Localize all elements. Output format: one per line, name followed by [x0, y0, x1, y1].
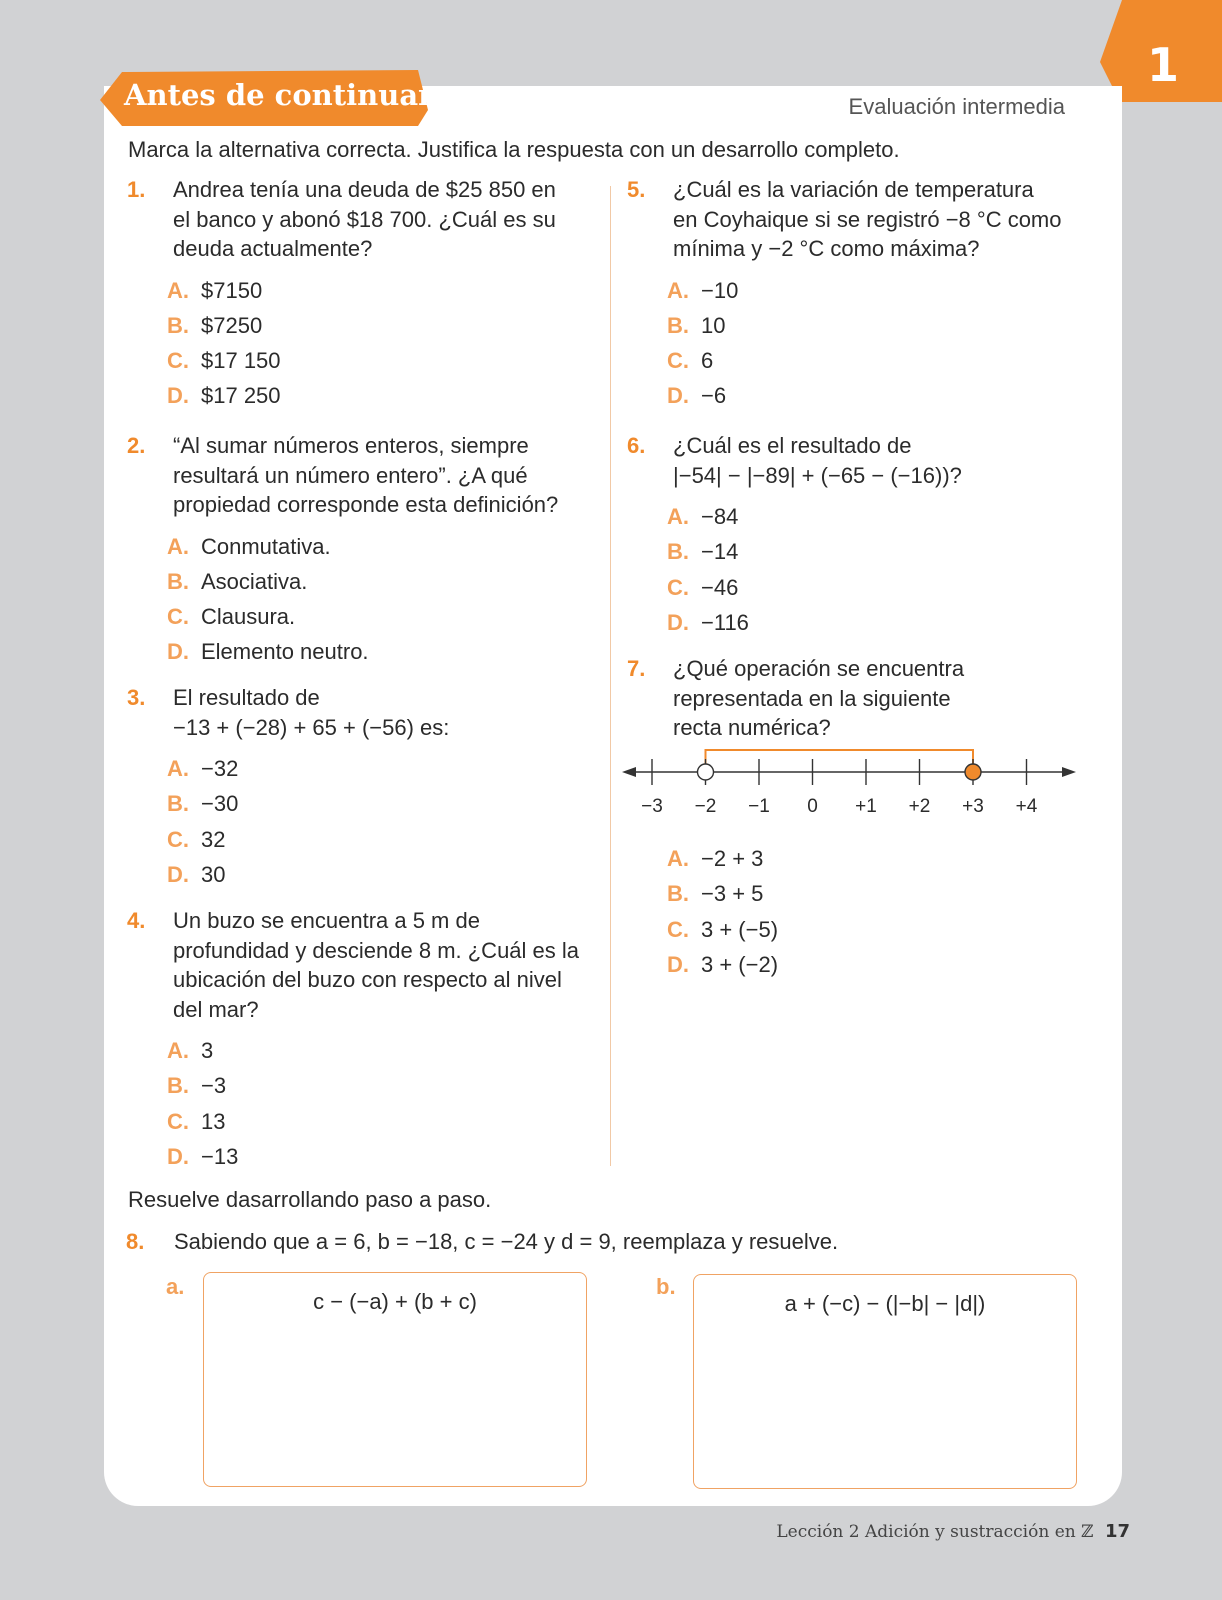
option-text: Elemento neutro.	[201, 639, 369, 665]
question-number: 4.	[127, 908, 146, 933]
option-text: 3 + (−5)	[701, 916, 779, 942]
option-text: Asociativa.	[201, 568, 308, 594]
question-text	[173, 683, 449, 742]
option-text: 10	[701, 312, 726, 338]
question-number: 3.	[127, 685, 146, 710]
option-b[interactable]	[167, 786, 449, 821]
option-text: −3	[201, 1073, 227, 1099]
question-3	[127, 683, 449, 892]
option-text: 6	[701, 348, 714, 374]
option-text: $17 150	[201, 348, 281, 374]
option-letter: A.	[167, 533, 189, 559]
option-d[interactable]	[167, 634, 558, 669]
option-letter: A.	[167, 756, 189, 781]
option-text: −30	[201, 791, 239, 817]
options-list	[167, 751, 449, 892]
expression-b: a + (−c) − (|−b| − |d|)	[784, 1291, 986, 1316]
tick-label: +4	[1015, 796, 1038, 817]
option-b[interactable]	[667, 534, 962, 569]
option-letter: D.	[667, 383, 689, 409]
left-arrow-icon	[622, 767, 636, 777]
options-list	[667, 273, 1062, 414]
option-text: −10	[701, 277, 739, 303]
option-c[interactable]	[167, 1104, 579, 1139]
question-line: resultará un número entero”. ¿A qué	[173, 462, 528, 488]
question-line: |−54| − |−89| + (−65 − (−16))?	[673, 462, 962, 488]
option-c[interactable]	[667, 570, 962, 605]
option-c[interactable]	[167, 343, 556, 378]
question-2	[127, 431, 558, 670]
option-text: Clausura.	[201, 604, 296, 630]
option-text: $7250	[201, 312, 263, 338]
right-arrow-icon	[1062, 767, 1076, 777]
question-8-number: 8.	[126, 1229, 145, 1254]
option-letter: B.	[667, 312, 689, 338]
question-line: propiedad corresponde esta definición?	[173, 492, 559, 517]
option-d[interactable]	[167, 1139, 579, 1174]
option-a[interactable]	[167, 1033, 579, 1068]
option-letter: A.	[667, 504, 689, 529]
column-divider	[610, 186, 611, 1166]
question-line: del mar?	[173, 996, 259, 1022]
tick-label: +3	[962, 796, 984, 817]
question-text	[173, 175, 556, 264]
tick-label: −3	[641, 796, 663, 817]
question-line: Un buzo se encuentra a 5 m de	[173, 908, 480, 933]
options-list	[667, 499, 962, 640]
option-text: −13	[201, 1143, 239, 1169]
question-number: 7.	[627, 656, 646, 681]
option-text: −14	[701, 539, 739, 565]
question-number: 2.	[127, 433, 146, 458]
option-letter: A.	[167, 1038, 189, 1063]
option-a[interactable]	[667, 273, 1062, 308]
question-line: mínima y −2 °C como máxima?	[673, 236, 980, 261]
question-line: ¿Qué operación se encuentra	[673, 656, 965, 681]
option-d[interactable]	[167, 857, 449, 892]
answer-box-a[interactable]	[203, 1272, 587, 1487]
question-line: recta numérica?	[673, 715, 831, 740]
options-list	[167, 529, 558, 670]
option-a[interactable]	[167, 529, 558, 564]
tick-label: −2	[694, 796, 717, 817]
option-text: −3 + 5	[701, 881, 764, 907]
option-letter: C.	[167, 604, 189, 630]
question-line: ubicación del buzo con respecto al nivel	[173, 967, 562, 992]
option-letter: D.	[667, 951, 689, 977]
option-letter: D.	[167, 861, 189, 887]
option-letter: D.	[167, 639, 189, 665]
subquestion-b-label: b.	[656, 1274, 676, 1299]
question-number: 6.	[627, 433, 646, 458]
option-text: 13	[201, 1108, 226, 1134]
option-letter: C.	[167, 826, 189, 852]
subquestion-a-label: a.	[166, 1274, 185, 1299]
option-letter: B.	[167, 1073, 189, 1099]
question-text	[673, 654, 964, 743]
option-letter: D.	[167, 383, 189, 409]
option-text: $17 250	[201, 383, 281, 409]
option-letter: C.	[667, 916, 689, 942]
question-line: ¿Cuál es el resultado de	[673, 433, 912, 458]
option-a[interactable]	[667, 841, 778, 876]
expression-a: c − (−a) + (b + c)	[313, 1289, 477, 1314]
option-text: Conmutativa.	[201, 533, 331, 559]
closed-point	[965, 764, 981, 780]
option-letter: C.	[667, 574, 689, 600]
question-6	[627, 431, 962, 640]
option-letter: A.	[667, 846, 689, 871]
option-letter: D.	[667, 609, 689, 635]
question-7-options	[627, 841, 778, 982]
option-letter: C.	[167, 348, 189, 374]
question-line: −13 + (−28) + 65 + (−56) es:	[173, 714, 450, 740]
option-b[interactable]	[667, 308, 1062, 343]
question-text	[173, 431, 558, 520]
chapter-number: 1	[1146, 38, 1179, 92]
instruction-text: Marca la alternativa correcta. Justifica la respuesta con un desarrollo completo.	[128, 137, 900, 162]
option-text: 32	[201, 826, 226, 852]
answer-box-b[interactable]	[693, 1274, 1077, 1489]
question-number: 1.	[127, 177, 146, 202]
option-d[interactable]	[667, 605, 962, 640]
options-list	[167, 1033, 579, 1174]
option-text: 3	[201, 1038, 214, 1063]
option-letter: A.	[667, 277, 689, 303]
question-4	[127, 906, 579, 1174]
open-point	[698, 764, 714, 780]
question-text	[673, 175, 1062, 264]
question-line: Andrea tenía una deuda de $25 850 en	[173, 177, 556, 202]
options-list	[167, 273, 556, 414]
option-text: 30	[201, 861, 226, 887]
option-letter: C.	[167, 1108, 189, 1134]
option-a[interactable]	[167, 751, 449, 786]
footer-topic: Adición y sustracción en ℤ	[865, 1522, 1094, 1542]
page-footer	[776, 1521, 1130, 1542]
option-letter: A.	[167, 277, 189, 303]
page-number: 17	[1104, 1521, 1130, 1542]
option-text: $7150	[201, 277, 263, 303]
tick-label: −1	[748, 796, 770, 817]
option-letter: D.	[167, 1143, 189, 1169]
jump-bracket	[706, 750, 974, 772]
option-text: −2 + 3	[701, 846, 764, 871]
question-line: el banco y abonó $18 700. ¿Cuál es su	[173, 206, 556, 232]
option-text: 3 + (−2)	[701, 951, 779, 977]
option-d[interactable]	[667, 947, 778, 982]
question-7	[627, 654, 964, 743]
question-text	[673, 431, 962, 490]
option-letter: C.	[667, 348, 689, 374]
option-c[interactable]	[167, 599, 558, 634]
option-c[interactable]	[667, 343, 1062, 378]
option-letter: B.	[667, 881, 689, 907]
options-list	[667, 841, 778, 982]
question-1	[127, 175, 556, 414]
number-line	[622, 752, 1082, 826]
option-letter: B.	[167, 312, 189, 338]
option-letter: B.	[167, 791, 189, 817]
option-b[interactable]	[167, 1068, 579, 1103]
tick-label: +1	[855, 796, 877, 817]
option-b[interactable]	[167, 308, 556, 343]
question-text	[173, 906, 579, 1024]
option-d[interactable]	[167, 378, 556, 413]
option-text: −6	[701, 383, 727, 409]
banner-title: Antes de continuar	[124, 78, 434, 112]
option-a[interactable]	[167, 273, 556, 308]
question-line: deuda actualmente?	[173, 236, 373, 261]
option-c[interactable]	[667, 912, 778, 947]
question-line: ¿Cuál es la variación de temperatura	[673, 177, 1034, 202]
option-d[interactable]	[667, 378, 1062, 413]
option-letter: B.	[167, 568, 189, 594]
section-banner	[100, 70, 434, 126]
option-b[interactable]	[667, 876, 778, 911]
option-text: −32	[201, 756, 239, 781]
tick-label: +2	[908, 796, 931, 817]
option-text: −84	[701, 504, 739, 529]
option-text: −116	[701, 609, 749, 635]
question-line: representada en la siguiente	[673, 685, 951, 711]
instruction-text-2: Resuelve dasarrollando paso a paso.	[128, 1187, 492, 1212]
question-line: El resultado de	[173, 685, 320, 710]
option-letter: B.	[667, 539, 689, 565]
question-line: en Coyhaique si se registró −8 °C como	[673, 206, 1062, 232]
footer-lesson: Lección 2	[776, 1522, 860, 1542]
tick-label: 0	[807, 796, 818, 817]
question-line: “Al sumar números enteros, siempre	[173, 433, 529, 458]
section-subtitle: Evaluación intermedia	[848, 94, 1065, 119]
question-8-text: Sabiendo que a = 6, b = −18, c = −24 y d = 9, reemplaza y resuelve.	[174, 1229, 839, 1254]
question-line: profundidad y desciende 8 m. ¿Cuál es la	[173, 937, 580, 963]
option-b[interactable]	[167, 564, 558, 599]
option-text: −46	[701, 574, 739, 600]
option-c[interactable]	[167, 822, 449, 857]
question-5	[627, 175, 1062, 414]
option-a[interactable]	[667, 499, 962, 534]
question-number: 5.	[627, 177, 646, 202]
